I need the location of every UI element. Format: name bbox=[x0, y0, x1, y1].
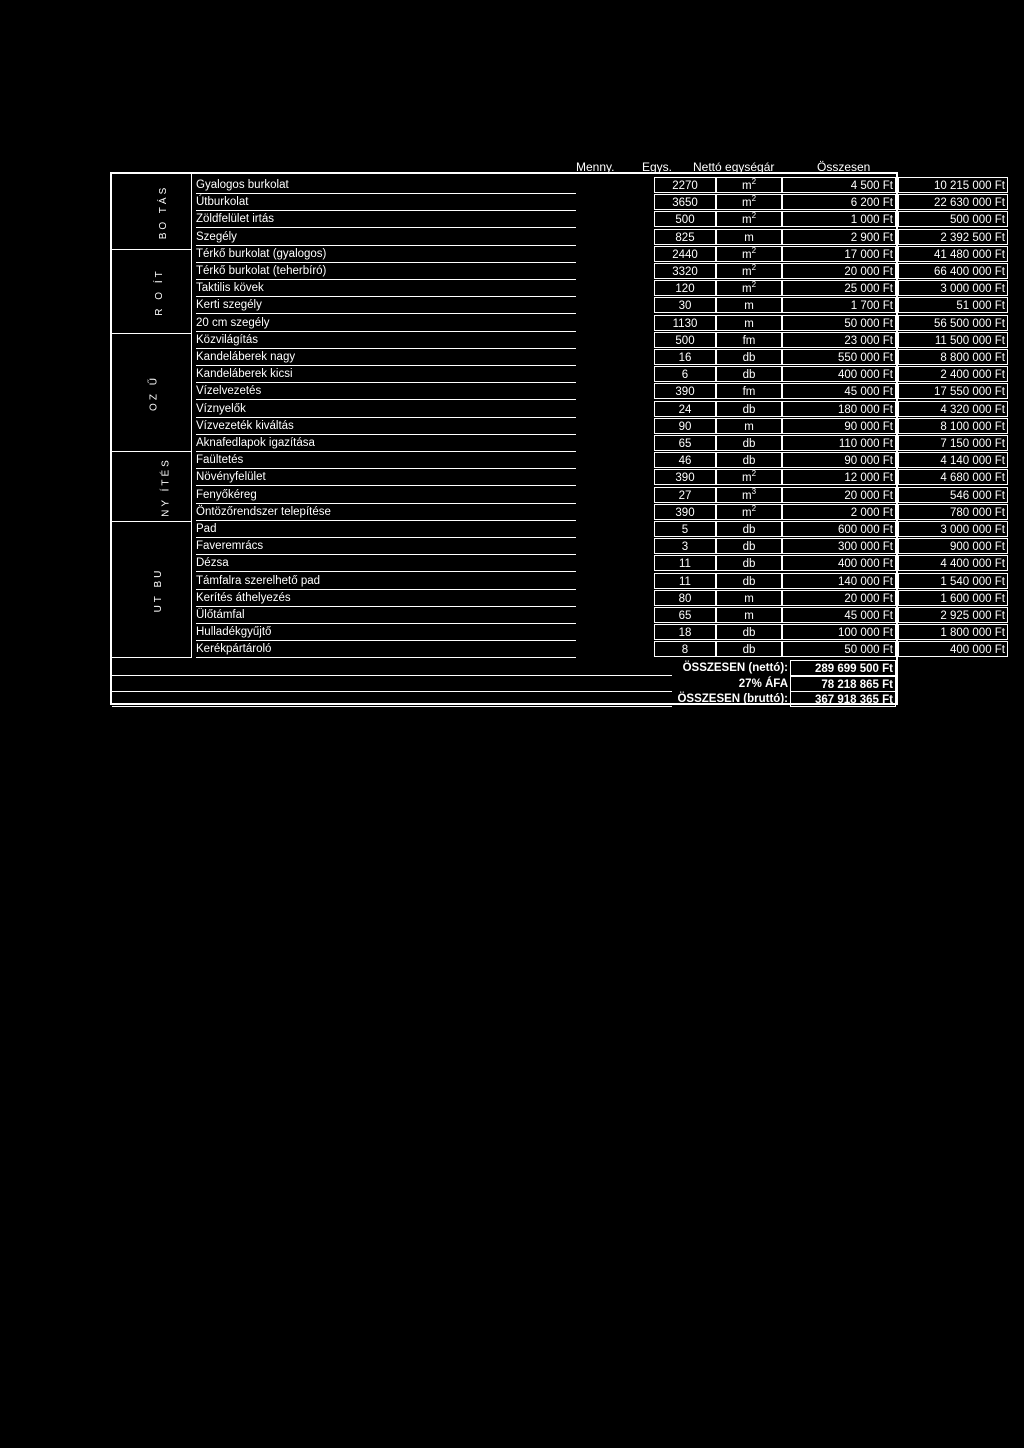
item-name: Közvilágítás bbox=[196, 332, 576, 349]
item-total: 17 550 000 Ft bbox=[898, 383, 1008, 399]
section-surface bbox=[112, 250, 192, 334]
item-unit bbox=[716, 469, 782, 485]
item-unit-price: 50 000 Ft bbox=[782, 315, 896, 331]
item-unit-price: 600 000 Ft bbox=[782, 521, 896, 537]
item-total: 2 392 500 Ft bbox=[898, 229, 1008, 245]
item-quantity: 11 bbox=[654, 555, 716, 571]
item-unit bbox=[716, 573, 782, 589]
unit-text: db bbox=[742, 558, 756, 571]
item-unit-price: 45 000 Ft bbox=[782, 383, 896, 399]
section-paving bbox=[112, 174, 192, 250]
section-label: UT BU bbox=[152, 567, 164, 612]
unit-text: db bbox=[742, 575, 756, 588]
item-quantity: 825 bbox=[654, 229, 716, 245]
unit-text: fm bbox=[742, 386, 756, 399]
unit-text: fm bbox=[742, 334, 756, 347]
unit-text: db bbox=[742, 403, 756, 416]
item-unit-price: 1 700 Ft bbox=[782, 297, 896, 313]
item-name: Támfalra szerelhető pad bbox=[196, 573, 576, 590]
item-unit-price: 20 000 Ft bbox=[782, 263, 896, 279]
item-unit bbox=[716, 366, 782, 382]
item-total: 2 925 000 Ft bbox=[898, 607, 1008, 623]
item-total: 1 800 000 Ft bbox=[898, 624, 1008, 640]
item-unit bbox=[716, 435, 782, 451]
item-unit-price: 45 000 Ft bbox=[782, 607, 896, 623]
item-unit bbox=[716, 487, 782, 503]
item-unit bbox=[716, 246, 782, 262]
item-unit-price: 90 000 Ft bbox=[782, 418, 896, 434]
section-label: R O ÍT bbox=[154, 267, 166, 316]
item-unit-price: 140 000 Ft bbox=[782, 573, 896, 589]
item-unit bbox=[716, 607, 782, 623]
total-net-value: 289 699 500 Ft bbox=[790, 660, 896, 676]
item-name: Növényfelület bbox=[196, 469, 576, 486]
item-name: Pad bbox=[196, 521, 576, 538]
section-label: NY ÍTÉS bbox=[160, 456, 172, 517]
section-utilities bbox=[112, 334, 192, 452]
item-unit bbox=[716, 452, 782, 468]
item-quantity: 46 bbox=[654, 452, 716, 468]
item-total: 1 600 000 Ft bbox=[898, 590, 1008, 606]
item-name: Dézsa bbox=[196, 555, 576, 572]
table-row bbox=[192, 211, 1005, 228]
table-row bbox=[192, 315, 1005, 332]
unit-text: m bbox=[741, 248, 752, 261]
item-quantity: 2440 bbox=[654, 246, 716, 262]
section-label: BO TÁS bbox=[157, 184, 169, 239]
item-quantity: 1130 bbox=[654, 315, 716, 331]
item-name: Szegély bbox=[196, 229, 576, 246]
item-unit bbox=[716, 263, 782, 279]
item-unit-price: 17 000 Ft bbox=[782, 246, 896, 262]
table-row bbox=[192, 538, 1005, 555]
item-unit-price: 110 000 Ft bbox=[782, 435, 896, 451]
item-quantity: 65 bbox=[654, 607, 716, 623]
table-row bbox=[192, 177, 1005, 194]
item-total: 4 400 000 Ft bbox=[898, 555, 1008, 571]
item-total: 66 400 000 Ft bbox=[898, 263, 1008, 279]
vat-row bbox=[112, 676, 898, 692]
table-row bbox=[192, 435, 1005, 452]
table-row bbox=[192, 297, 1005, 314]
item-quantity: 2270 bbox=[654, 177, 716, 193]
table-row bbox=[192, 503, 1005, 521]
unit-text: db bbox=[742, 541, 756, 554]
item-total: 56 500 000 Ft bbox=[898, 315, 1008, 331]
item-unit-price: 2 000 Ft bbox=[782, 504, 896, 520]
unit-exponent: 2 bbox=[751, 211, 757, 221]
item-quantity: 80 bbox=[654, 590, 716, 606]
table-row bbox=[192, 469, 1005, 486]
item-unit bbox=[716, 280, 782, 296]
item-quantity: 8 bbox=[654, 641, 716, 657]
item-unit bbox=[716, 401, 782, 417]
item-name: Fenyőkéreg bbox=[196, 487, 576, 504]
item-name: Öntözőrendszer telepítése bbox=[196, 504, 576, 521]
item-name: 20 cm szegély bbox=[196, 315, 576, 332]
item-quantity: 11 bbox=[654, 573, 716, 589]
item-name: Hulladékgyűjtő bbox=[196, 624, 576, 641]
item-unit bbox=[716, 555, 782, 571]
item-quantity: 500 bbox=[654, 211, 716, 227]
column-header-qty: Menny. bbox=[576, 160, 615, 174]
unit-text: m bbox=[741, 197, 752, 210]
item-unit bbox=[716, 504, 782, 520]
column-header-unit: Egys. bbox=[642, 160, 673, 174]
item-unit bbox=[716, 383, 782, 399]
item-quantity: 24 bbox=[654, 401, 716, 417]
item-quantity: 120 bbox=[654, 280, 716, 296]
item-name: Víznyelők bbox=[196, 401, 576, 418]
unit-text: db bbox=[742, 455, 756, 468]
unit-text: m bbox=[741, 472, 752, 485]
item-total: 22 630 000 Ft bbox=[898, 194, 1008, 210]
item-unit-price: 1 000 Ft bbox=[782, 211, 896, 227]
item-total: 1 540 000 Ft bbox=[898, 573, 1008, 589]
item-unit bbox=[716, 349, 782, 365]
item-unit-price: 550 000 Ft bbox=[782, 349, 896, 365]
unit-text: m bbox=[744, 420, 754, 433]
item-unit bbox=[716, 624, 782, 640]
item-total: 2 400 000 Ft bbox=[898, 366, 1008, 382]
item-unit-price: 25 000 Ft bbox=[782, 280, 896, 296]
unit-text: m bbox=[741, 180, 752, 192]
item-unit bbox=[716, 194, 782, 210]
item-name: Faveremrács bbox=[196, 538, 576, 555]
unit-text: m bbox=[744, 592, 754, 605]
item-unit-price: 100 000 Ft bbox=[782, 624, 896, 640]
unit-text: m bbox=[741, 283, 752, 296]
unit-text: db bbox=[742, 369, 756, 382]
item-name: Kerti szegély bbox=[196, 297, 576, 314]
item-unit-price: 4 500 Ft bbox=[782, 177, 896, 193]
item-name: Kerítés áthelyezés bbox=[196, 590, 576, 607]
table-row bbox=[192, 573, 1005, 590]
total-gross-row bbox=[112, 691, 898, 707]
item-total: 4 320 000 Ft bbox=[898, 401, 1008, 417]
total-net-row bbox=[112, 660, 898, 676]
item-total: 400 000 Ft bbox=[898, 641, 1008, 657]
unit-text: db bbox=[742, 438, 756, 450]
table-row bbox=[192, 280, 1005, 297]
item-unit-price: 400 000 Ft bbox=[782, 366, 896, 382]
column-header-price: Nettó egységár bbox=[693, 160, 775, 174]
cost-estimate-table bbox=[110, 172, 1005, 706]
item-total: 10 215 000 Ft bbox=[898, 177, 1008, 193]
unit-text: db bbox=[742, 524, 756, 536]
item-quantity: 18 bbox=[654, 624, 716, 640]
unit-exponent: 2 bbox=[751, 503, 757, 513]
unit-text: m bbox=[741, 266, 752, 278]
vat-label: 27% ÁFA bbox=[738, 678, 788, 690]
item-quantity: 500 bbox=[654, 332, 716, 348]
item-total: 4 140 000 Ft bbox=[898, 452, 1008, 468]
item-total: 900 000 Ft bbox=[898, 538, 1008, 554]
table-row bbox=[192, 555, 1005, 572]
item-unit-price: 23 000 Ft bbox=[782, 332, 896, 348]
unit-text: db bbox=[742, 627, 756, 640]
unit-exponent: 2 bbox=[751, 469, 757, 479]
unit-exponent: 2 bbox=[751, 177, 757, 186]
item-total: 8 100 000 Ft bbox=[898, 418, 1008, 434]
unit-exponent: 2 bbox=[751, 245, 757, 255]
item-unit-price: 12 000 Ft bbox=[782, 469, 896, 485]
item-name: Zöldfelület irtás bbox=[196, 211, 576, 228]
item-name: Gyalogos burkolat bbox=[196, 177, 576, 194]
item-total: 11 500 000 Ft bbox=[898, 332, 1008, 348]
table-row bbox=[192, 263, 1005, 280]
item-quantity: 30 bbox=[654, 297, 716, 313]
item-unit bbox=[716, 211, 782, 227]
vat-value: 78 218 865 Ft bbox=[790, 676, 896, 692]
item-unit-price: 6 200 Ft bbox=[782, 194, 896, 210]
item-unit bbox=[716, 641, 782, 657]
table-row bbox=[192, 229, 1005, 246]
table-row bbox=[192, 624, 1005, 641]
unit-text: m bbox=[744, 231, 754, 244]
item-name: Kandeláberek kicsi bbox=[196, 366, 576, 383]
table-row bbox=[192, 418, 1005, 435]
item-unit bbox=[716, 538, 782, 554]
item-quantity: 6 bbox=[654, 366, 716, 382]
table-row bbox=[192, 349, 1005, 366]
table-row bbox=[192, 641, 1005, 658]
item-name: Térkő burkolat (gyalogos) bbox=[196, 246, 576, 263]
table-row bbox=[192, 590, 1005, 607]
table-row bbox=[192, 401, 1005, 418]
section-planting bbox=[112, 452, 192, 522]
item-unit-price: 300 000 Ft bbox=[782, 538, 896, 554]
item-unit bbox=[716, 332, 782, 348]
unit-text: db bbox=[742, 352, 756, 364]
item-quantity: 3650 bbox=[654, 194, 716, 210]
item-total: 3 000 000 Ft bbox=[898, 280, 1008, 296]
item-total: 780 000 Ft bbox=[898, 504, 1008, 520]
item-name: Faültetés bbox=[196, 452, 576, 469]
table-row bbox=[192, 607, 1005, 624]
table-row bbox=[192, 521, 1005, 538]
item-unit-price: 90 000 Ft bbox=[782, 452, 896, 468]
item-unit-price: 20 000 Ft bbox=[782, 590, 896, 606]
item-unit bbox=[716, 229, 782, 245]
item-name: Térkő burkolat (teherbíró) bbox=[196, 263, 576, 280]
item-unit bbox=[716, 418, 782, 434]
item-total: 4 680 000 Ft bbox=[898, 469, 1008, 485]
column-header-total: Összesen bbox=[817, 160, 871, 174]
item-name: Vízelvezetés bbox=[196, 383, 576, 400]
unit-text: m bbox=[741, 489, 752, 502]
section-label: OZ Ű bbox=[148, 374, 160, 411]
unit-text: m bbox=[741, 214, 752, 227]
item-total: 41 480 000 Ft bbox=[898, 246, 1008, 262]
item-unit-price: 50 000 Ft bbox=[782, 641, 896, 657]
unit-exponent: 2 bbox=[751, 263, 757, 272]
item-unit bbox=[716, 297, 782, 313]
item-total: 546 000 Ft bbox=[898, 487, 1008, 503]
item-quantity: 3320 bbox=[654, 263, 716, 279]
item-quantity: 90 bbox=[654, 418, 716, 434]
table-row bbox=[192, 452, 1005, 469]
table-row bbox=[192, 486, 1005, 504]
unit-text: m bbox=[744, 300, 754, 313]
item-quantity: 27 bbox=[654, 487, 716, 503]
item-quantity: 5 bbox=[654, 521, 716, 537]
item-name: Vízvezeték kiváltás bbox=[196, 418, 576, 435]
table-row bbox=[192, 194, 1005, 211]
item-quantity: 3 bbox=[654, 538, 716, 554]
item-total: 500 000 Ft bbox=[898, 211, 1008, 227]
item-total: 51 000 Ft bbox=[898, 297, 1008, 313]
item-total: 8 800 000 Ft bbox=[898, 349, 1008, 365]
item-unit-price: 2 900 Ft bbox=[782, 229, 896, 245]
item-unit-price: 20 000 Ft bbox=[782, 487, 896, 503]
item-unit-price: 180 000 Ft bbox=[782, 401, 896, 417]
table-row bbox=[192, 245, 1005, 263]
table-row bbox=[192, 366, 1005, 383]
item-quantity: 65 bbox=[654, 435, 716, 451]
item-unit-price: 400 000 Ft bbox=[782, 555, 896, 571]
item-total: 7 150 000 Ft bbox=[898, 435, 1008, 451]
item-unit bbox=[716, 177, 782, 193]
total-gross-value: 367 918 365 Ft bbox=[790, 691, 896, 707]
item-name: Kerékpártároló bbox=[196, 641, 576, 658]
item-quantity: 390 bbox=[654, 469, 716, 485]
unit-text: m bbox=[741, 506, 752, 519]
table-row bbox=[192, 383, 1005, 400]
item-quantity: 16 bbox=[654, 349, 716, 365]
item-total: 3 000 000 Ft bbox=[898, 521, 1008, 537]
item-name: Kandeláberek nagy bbox=[196, 349, 576, 366]
total-net-label: ÖSSZESEN (nettó): bbox=[682, 662, 788, 674]
item-name: Taktilis kövek bbox=[196, 280, 576, 297]
item-name: Útburkolat bbox=[196, 194, 576, 211]
unit-exponent: 2 bbox=[751, 280, 757, 290]
item-quantity: 390 bbox=[654, 383, 716, 399]
unit-text: m bbox=[744, 610, 754, 622]
table-row bbox=[192, 332, 1005, 349]
unit-exponent: 2 bbox=[751, 194, 757, 204]
item-unit bbox=[716, 315, 782, 331]
item-name: Ülőtámfal bbox=[196, 607, 576, 624]
item-name: Aknafedlapok igazítása bbox=[196, 435, 576, 452]
item-unit bbox=[716, 590, 782, 606]
unit-exponent: 3 bbox=[751, 486, 757, 496]
item-quantity: 390 bbox=[654, 504, 716, 520]
item-unit bbox=[716, 521, 782, 537]
total-gross-label: ÖSSZESEN (bruttó): bbox=[677, 693, 788, 705]
unit-text: m bbox=[744, 317, 754, 330]
section-furniture bbox=[112, 522, 192, 658]
unit-text: db bbox=[742, 644, 756, 657]
